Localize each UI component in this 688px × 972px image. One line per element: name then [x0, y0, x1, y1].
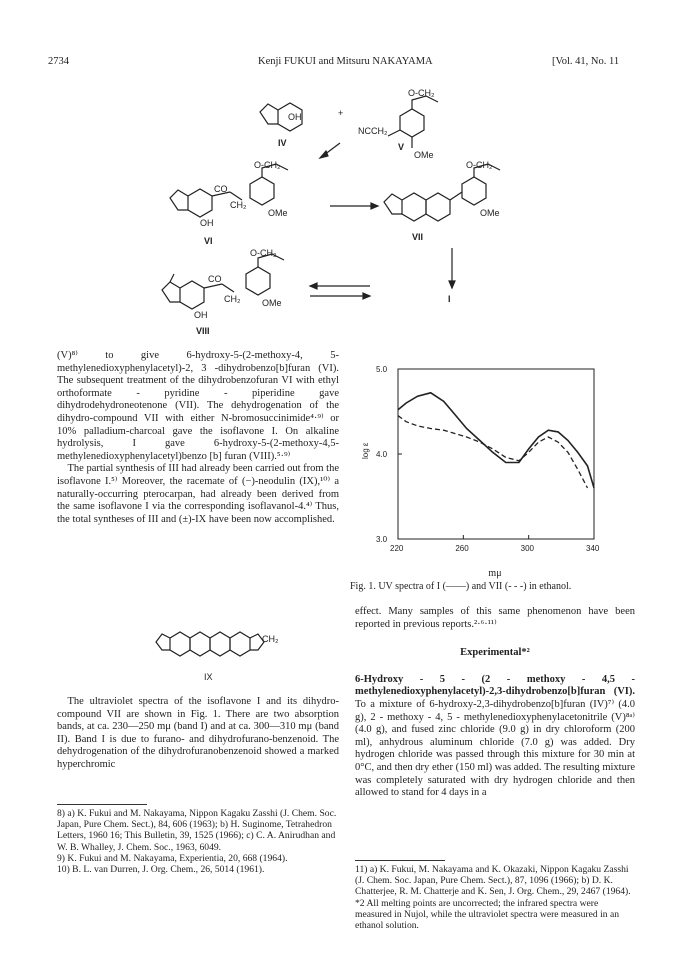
x-tick-label: 340 — [586, 544, 600, 553]
footnote-9: 9) K. Fukui and M. Nakayama, Experientia, 20, 668 (1964). — [57, 852, 288, 864]
left-paragraph-3: The ultraviolet spectra of the isoflavone I and its dihydro-compound VII are shown in Fig. 1. There are two absorption bands, at ca. 230—250 mμ (band I) and at ca. 300—310 mμ (band II). Band I is due to furano- and dihydrofurano-benzenoid. The dehydrogenation of the dihydrofuranobenzenoid showed a marked hyperchromic — [57, 696, 339, 770]
label-co-vi: CO — [214, 184, 228, 194]
series-line-i — [398, 393, 594, 488]
compound-label-vi: VI — [204, 236, 213, 246]
label-oh-viii: OH — [194, 310, 208, 320]
footnote-star-2: *2 All melting points are uncorrected; the infrared spectra were measured in Nujol, while the ultraviolet spectra were measured in an ethanol solution. — [355, 897, 620, 932]
label-ome-vi: OMe — [268, 208, 288, 218]
reaction-scheme — [150, 88, 530, 338]
y-tick-label: 3.0 — [376, 535, 388, 544]
structure-ix-group: CH₂ — [262, 634, 279, 644]
label-ch2-vi: CH₂ — [230, 200, 247, 210]
aryl-ring-vi — [250, 177, 274, 205]
left-paragraph-2: The partial synthesis of III had already been carried out from the isoflavone I.⁵⁾ Moreover, the racemate of (−)-neodulin (IX),¹⁰⁾ a naturally-occurring pterocarpan, had already been derived from the same isoflavone I via the corresponding isoflavanol-4.⁴⁾ Thus, the total syntheses of III and (±)-IX have been now accomplished. — [57, 463, 339, 525]
compound-label-i: I — [448, 294, 451, 304]
experiment-title: 6-Hydroxy - 5 - (2 - methoxy - 4,5 - methylenedioxyphenylacetyl)-2,3-dihydrobenzo[b]furan (VI). — [355, 673, 635, 698]
benzene-ring-v — [400, 109, 424, 137]
footnote-8: 8) a) K. Fukui and M. Nakayama, Nippon Kagaku Zasshi (J. Chem. Soc. Japan, Pure Chem. Sect.), 84, 606 (1963); b) H. Suginome, Tetrahedron Letters, 1960 16; This Bulletin, 39, 1525 (1966); c) C. A. Anirudhan and W. B. Whalley, J. Chem. Soc., 1963, 6049. — [57, 808, 337, 853]
y-axis-label: log ε — [361, 442, 370, 459]
pyrone-ring-vii — [426, 193, 450, 221]
label-ch2-viii: CH₂ — [224, 294, 241, 304]
figure-caption-block — [350, 568, 640, 592]
label-ncch2: NCCH₂ — [358, 126, 388, 136]
y-tick-label: 5.0 — [376, 365, 388, 374]
y-tick-label: 4.0 — [376, 450, 388, 459]
left-column-lower — [57, 696, 339, 772]
label-ome-viii: OMe — [262, 298, 282, 308]
label-co-viii: CO — [208, 274, 222, 284]
label-ome-v: OMe — [414, 150, 434, 160]
footnote-rule-right — [355, 860, 445, 861]
label-oh-iv: OH — [288, 112, 302, 122]
structure-ix — [150, 608, 290, 688]
left-column — [57, 350, 339, 526]
compound-label-vii: VII — [412, 232, 424, 242]
page-number: 2734 — [48, 56, 69, 67]
figure-caption: Fig. 1. UV spectra of I (——) and VII (- - -) in ethanol. — [350, 581, 572, 592]
label-och2-viii: O-CH₂ — [250, 248, 277, 258]
label-och2-vi: O-CH₂ — [254, 160, 281, 170]
section-heading: Experimental*² — [460, 647, 530, 659]
right-column — [355, 606, 635, 800]
footnote-11: 11) a) K. Fukui, M. Nakayama and K. Okazaki, Nippon Kagaku Zasshi (J. Chem. Soc. Japan, Pure Chem. Sect.), 87, 1096 (1966); b) D. K. Chatterjee, R. M. Chatterje and K. Sen, J. Org. Chem., 29, 2467 (1964). — [355, 864, 631, 898]
label-och2-v: O-CH₂ — [408, 88, 435, 98]
label-ome-vii: OMe — [480, 208, 500, 218]
structure-ix-label: IX — [204, 672, 213, 682]
benzene-ring-vii — [402, 193, 426, 221]
experiment-body: To a mixture of 6-hydroxy-2,3-dihydrobenzo[b]furan (IV)⁷⁾ (4.0 g), 2 - methoxy - 4, 5 - methylenedioxyphenylacetonitrile (V)⁸ᵃ⁾ (4.0 g), and fused zinc chloride (9.0 g) in dry chloroform (200 ml), anhydrous aluminum chloride (7.0 g) was added. Dry hydrogen chloride was passed through this mixture for 30 min at 0°C, and then dry ether (150 ml) was added. The resulting mixture was completely saturated with dry hydrogen chloride and then allowed to stand for 4 days in a — [355, 698, 635, 799]
aryl-ring-vii — [462, 177, 486, 205]
label-och2-vii: O-CH₂ — [466, 160, 493, 170]
x-axis-label: mμ — [488, 568, 502, 579]
footnote-10: 10) B. L. van Durren, J. Org. Chem., 26, 5014 (1961). — [57, 864, 265, 876]
running-head-authors: Kenji FUKUI and Mitsuru NAKAYAMA — [258, 56, 433, 67]
right-footnotes — [355, 864, 635, 931]
compound-label-v: V — [398, 142, 405, 152]
x-tick-label: 220 — [390, 544, 404, 553]
benzene-ring-vi — [188, 189, 212, 217]
footnote-rule-left — [57, 804, 147, 805]
x-tick-label: 260 — [455, 544, 469, 553]
benzene-ring-viii — [180, 281, 204, 309]
left-footnotes — [57, 808, 339, 875]
compound-label-iv: IV — [278, 138, 287, 148]
compound-label-viii: VIII — [196, 326, 210, 336]
volume-info: [Vol. 41, No. 11 — [552, 56, 620, 67]
uv-spectra-chart — [350, 355, 640, 565]
right-paragraph-1: effect. Many samples of this same phenomenon have been reported in previous reports.²·⁶·¹¹⁾ — [355, 606, 635, 630]
plus-sign: + — [338, 108, 344, 118]
dihydrofuran-ring-iv — [260, 104, 278, 124]
left-paragraph-1: (V)⁸⁾ to give 6-hydroxy-5-(2-methoxy-4, 5-methylenedioxyphenylacetyl)-2, 3 -dihydrobenzo[b]furan (VI). The subsequent treatment of the dihydrobenzofuran VI with ethyl orthoformate - pyridine - piperidine gave dihydrodehydroneotenone (VII). The dehydrogenation of the dihydro-compound VII with either N-bromosuccinimide⁴·⁹⁾ or 10% palladium-charcoal gave the isoflavone I. On alkaline hydrolysis, I gave 6-hydroxy-5-(2-methoxy-4,5-methylenedioxyphenylacetyl)benzo [b] furan (VIII).⁵·⁹⁾ — [57, 350, 339, 462]
aryl-ring-viii — [246, 267, 270, 295]
label-oh-vi: OH — [200, 218, 214, 228]
x-tick-label: 300 — [520, 544, 535, 553]
